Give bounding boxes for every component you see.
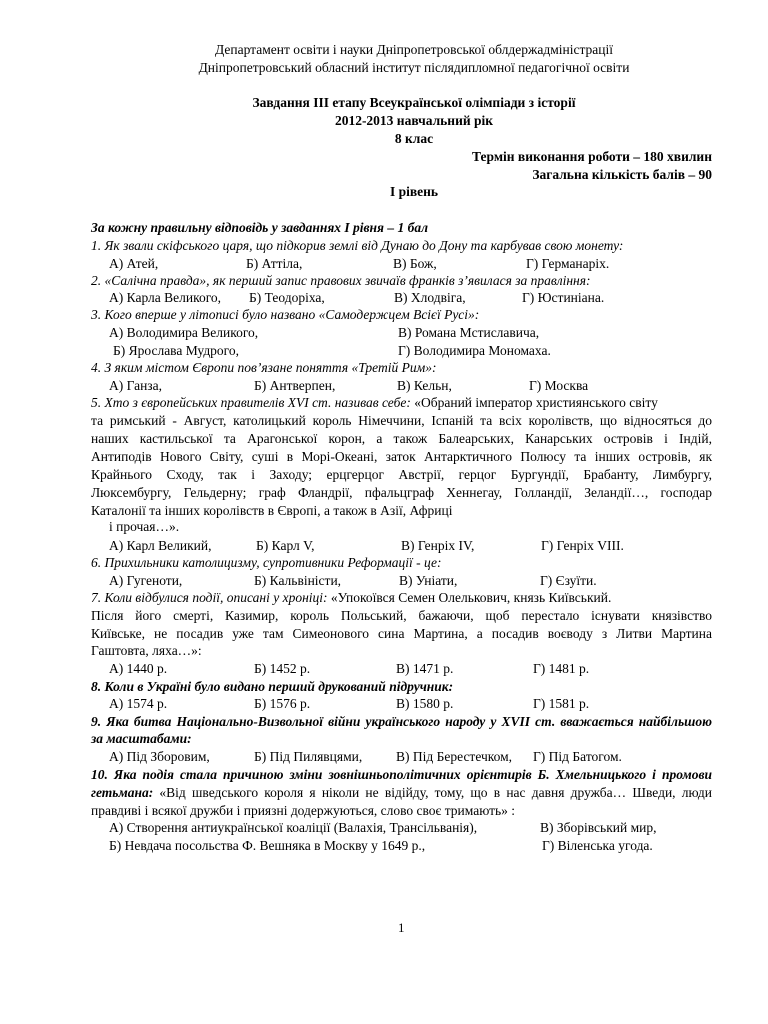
q3-option-d: Г) Володимира Мономаха. (398, 343, 551, 358)
q9-option-b: Б) Під Пилявцями, (254, 749, 363, 764)
scoring-intro: За кожну правильну відповідь у завданнях І рівня – 1 бал (91, 220, 429, 235)
q6-option-c: В) Уніати, (399, 573, 458, 588)
question-7-line-3: Київське, не посадив уже там Симеонового сина Мартина, а посадив воєводу з Литви Мартина (91, 626, 712, 641)
q3-option-c: В) Романа Мстиславича, (398, 325, 540, 340)
q10-option-a: А) Створення антиукраїнської коаліції (Валахія, Трансільванія), (109, 820, 478, 835)
q5-option-d: Г) Генріх VIII. (541, 538, 624, 553)
question-10-line-1: 10. Яка подія стала причиною зміни зовнішньополітичних орієнтирів Б. Хмельницького і промови (91, 767, 712, 782)
question-4: 4. З яким містом Європи пов’язане поняття «Третій Рим»: (91, 360, 437, 375)
q3-option-a: А) Володимира Великого, (109, 325, 259, 340)
question-10-line-3: правдиві і всякої дружби і приязні додержуються, слово своє тримають» : (91, 803, 516, 818)
q8-option-c: В) 1580 р. (396, 696, 454, 711)
header-department: Департамент освіти і науки Дніпропетровської облдержадміністрації (214, 42, 613, 57)
question-2: 2. «Салічна правда», як перший запис правових звичаїв франків з’явилася за правління: (91, 273, 591, 288)
q10-option-b: Б) Невдача посольства Ф. Вешняка в Москву у 1649 р., (109, 838, 426, 853)
question-5-line-8: і прочая…». (109, 519, 180, 534)
header-institute: Дніпропетровський обласний інститут післядипломної педагогічної освіти (198, 60, 630, 75)
q9-option-a: А) Під Зборовим, (109, 749, 210, 764)
question-1: 1. Як звали скіфського царя, що підкорив землі від Дунаю до Дону та карбував свою монету: (91, 238, 624, 253)
q8-option-a: А) 1574 р. (109, 696, 168, 711)
question-5-line-4: Антиподів Нового Світу, суші в Морі-Океані, заток Антарктичного Полюсу та інших островів, як (91, 449, 712, 464)
q9-option-d: Г) Під Батогом. (533, 749, 622, 764)
question-5-quote-start: «Обраний імператор християнського світу (410, 395, 658, 410)
q7-option-d: Г) 1481 р. (533, 661, 590, 676)
duration-note: Термін виконання роботи – 180 хвилин (472, 149, 712, 164)
question-9-line-1: 9. Яка битва Національно-Визвольної війни українського народу у XVII ст. вважається найбільшою (91, 714, 712, 729)
q6-option-b: Б) Кальвіністи, (254, 573, 342, 588)
question-10-quote-start: «Від шведського короля я ніколи не відійду, тому, що в нас давня дружба… Шведи, люди (153, 785, 712, 800)
question-5-line-1 (91, 395, 658, 411)
question-5-line-6: Люксембургу, Гельдерну; граф Фландрії, пфальцграф Хеннегау, Голландії, Зеландії…, господар (91, 485, 712, 500)
question-7-line-2: Після його смерті, Казимир, король Польський, бажаючи, щоб перестало існувати князівство (91, 608, 712, 623)
q10-option-c: В) Зборівський мир, (540, 820, 657, 835)
q5-option-b: Б) Карл V, (256, 538, 315, 553)
title-grade: 8 клас (394, 131, 434, 146)
q10-option-d: Г) Віленська угода. (542, 838, 653, 853)
question-7-line-1 (91, 590, 611, 606)
q1-option-b: Б) Аттіла, (246, 256, 303, 271)
q4-option-a: А) Ганза, (109, 378, 163, 393)
question-5-line-2: та римський - Август, католицький король Німеччини, Іспаній та всіх королівств, що відносяться до (91, 413, 712, 428)
question-6: 6. Прихильники католицизму, супротивники Реформації - це: (91, 555, 442, 570)
page-number: 1 (398, 920, 405, 935)
question-8: 8. Коли в Україні було видано перший друкований підручник: (91, 679, 454, 694)
q3-option-b: Б) Ярослава Мудрого, (113, 343, 240, 358)
total-score-note: Загальна кількість балів – 90 (532, 167, 712, 182)
question-5-line-5: Крайнього Сходу, так і Заходу; ерцгерцог Австрії, герцог Бургундії, Брабанту, Лимбургу, (91, 467, 712, 482)
q5-option-c: В) Генріх IV, (401, 538, 475, 553)
q2-option-d: Г) Юстиніана. (522, 290, 605, 305)
q5-option-a: А) Карл Великий, (109, 538, 212, 553)
question-9-line-2: за масштабами: (91, 731, 192, 746)
q1-option-c: В) Бож, (393, 256, 437, 271)
q4-option-d: Г) Москва (529, 378, 589, 393)
title-year: 2012-2013 навчальний рік (334, 113, 494, 128)
question-10-gethman-label: гетьмана: (91, 785, 154, 800)
q6-option-a: А) Гугеноти, (109, 573, 183, 588)
q7-option-c: В) 1471 р. (396, 661, 454, 676)
level-heading: І рівень (389, 184, 439, 199)
question-5-prompt: 5. Хто з європейських правителів XVI ст. називав себе: (91, 395, 411, 410)
q4-option-b: Б) Антверпен, (254, 378, 336, 393)
question-7-quote-start: «Упокоївся Семен Олелькович, князь Київський. (327, 590, 612, 605)
q1-option-a: А) Атей, (109, 256, 159, 271)
question-3: 3. Кого вперше у літописі було названо «Самодержцем Всієї Русі»: (91, 307, 480, 322)
q6-option-d: Г) Єзуїти. (540, 573, 597, 588)
q7-option-b: Б) 1452 р. (254, 661, 311, 676)
question-5-line-7: Каталонії та інших королівств в Європі, а також в Азії, Африці (91, 503, 453, 518)
q7-option-a: А) 1440 р. (109, 661, 168, 676)
q1-option-d: Г) Германаріх. (526, 256, 610, 271)
question-5-line-3: наших кастильської та Арагонської корон, а також Балеарських, Канарських островів і Індій, (91, 431, 712, 446)
q4-option-c: В) Кельн, (397, 378, 452, 393)
q8-option-b: Б) 1576 р. (254, 696, 311, 711)
question-7-line-4: Гаштовта, ляха…»: (91, 643, 202, 658)
q9-option-c: В) Під Берестечком, (396, 749, 513, 764)
q2-option-a: А) Карла Великого, (109, 290, 222, 305)
question-10-line-2 (91, 785, 712, 801)
q2-option-c: В) Хлодвіга, (394, 290, 466, 305)
q8-option-d: Г) 1581 р. (533, 696, 590, 711)
q2-option-b: Б) Теодоріха, (249, 290, 325, 305)
title-olympiad: Завдання ІІІ етапу Всеукраїнської олімпіади з історії (252, 95, 576, 110)
question-7-prompt: 7. Коли відбулися події, описані у хроніці: (91, 590, 328, 605)
